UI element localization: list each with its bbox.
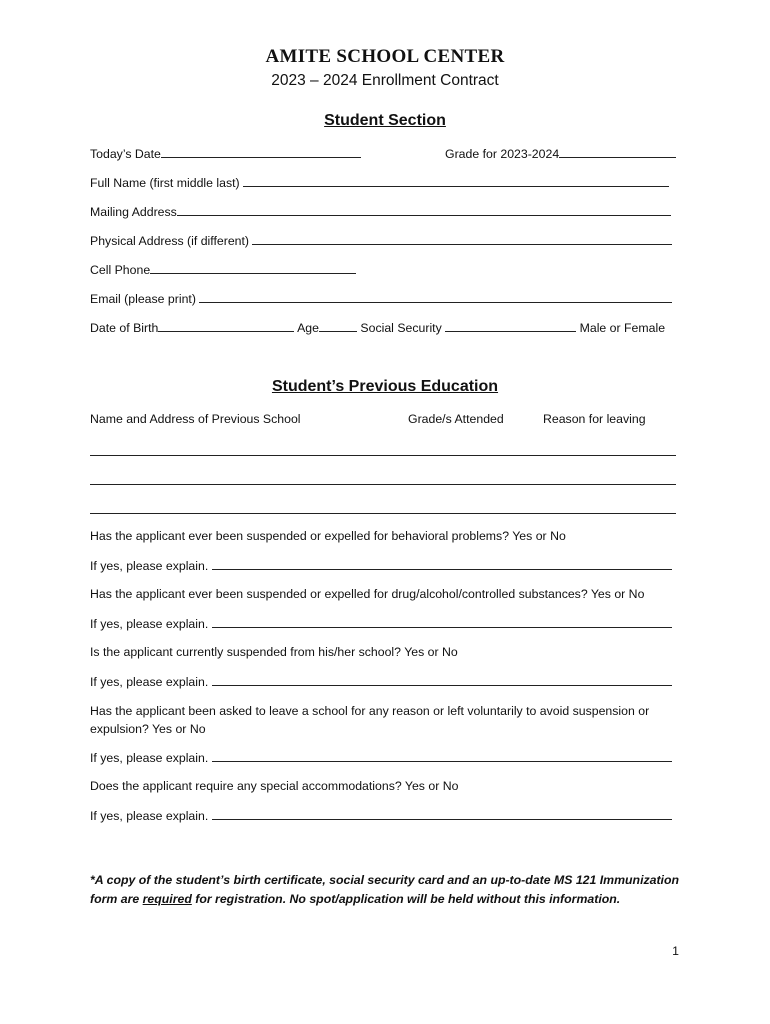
explain-drug-alcohol-field[interactable] <box>90 616 690 631</box>
physical-address-blank[interactable] <box>252 233 672 245</box>
ssn-blank[interactable] <box>445 320 576 332</box>
col-reason-header: Reason for leaving <box>543 412 646 426</box>
cell-phone-field[interactable] <box>90 262 690 277</box>
physical-address-label: Physical Address (if different) <box>90 234 250 248</box>
explain-special-accommodations-blank[interactable] <box>212 808 672 820</box>
document-subtitle: 2023 – 2024 Enrollment Contract <box>271 72 499 89</box>
cell-phone-blank[interactable] <box>150 262 356 274</box>
note-part-2: for registration. No spot/application will be held without this information. <box>191 892 621 906</box>
question-behavioral: Has the applicant ever been suspended or expelled for behavioral problems? Yes or No <box>90 529 566 543</box>
mailing-address-blank[interactable] <box>177 204 671 216</box>
full-name-field[interactable] <box>90 175 690 190</box>
todays-date-label: Today’s Date <box>90 147 161 161</box>
sex-label[interactable]: Male or Female <box>579 321 666 335</box>
question-drug-alcohol: Has the applicant ever been suspended or expelled for drug/alcohol/controlled substances? Yes or No <box>90 587 645 601</box>
dob-blank[interactable] <box>158 320 294 332</box>
explain-currently-suspended-field[interactable] <box>90 674 690 689</box>
grade-label: Grade for 2023-2024 <box>445 147 560 161</box>
question-special-accommodations: Does the applicant require any special accommodations? Yes or No <box>90 779 459 793</box>
explain-label: If yes, please explain. <box>90 675 209 689</box>
required-documents-note <box>90 871 685 909</box>
explain-label: If yes, please explain. <box>90 751 209 765</box>
student-section-heading: Student Section <box>324 112 446 129</box>
question-asked-to-leave: Has the applicant been asked to leave a school for any reason or left voluntarily to avoid suspension or expulsion? Yes or No <box>90 704 650 736</box>
explain-behavioral-blank[interactable] <box>212 558 672 570</box>
explain-asked-to-leave-field[interactable] <box>90 750 690 765</box>
email-field[interactable] <box>90 291 690 306</box>
mailing-address-field[interactable] <box>90 204 690 219</box>
explain-special-accommodations-field[interactable] <box>90 808 690 823</box>
explain-label: If yes, please explain. <box>90 617 209 631</box>
todays-date-blank[interactable] <box>161 146 361 158</box>
note-part-1: *A copy of the student’s birth certificate, social security card and an up-to-date MS 121 Immunization form are <box>90 873 680 906</box>
explain-currently-suspended-blank[interactable] <box>212 674 672 686</box>
mailing-address-label: Mailing Address <box>90 205 177 219</box>
email-blank[interactable] <box>199 291 672 303</box>
previous-school-row-3[interactable] <box>90 513 676 514</box>
full-name-label: Full Name (first middle last) <box>90 176 240 190</box>
cell-phone-label: Cell Phone <box>90 263 151 277</box>
note-required-word: required <box>142 892 192 906</box>
document-title: AMITE SCHOOL CENTER <box>265 46 505 67</box>
full-name-blank[interactable] <box>243 175 669 187</box>
question-currently-suspended: Is the applicant currently suspended from his/her school? Yes or No <box>90 645 458 659</box>
age-blank[interactable] <box>319 320 357 332</box>
col-grades-header: Grade/s Attended <box>408 412 504 426</box>
grade-blank[interactable] <box>559 146 676 158</box>
col-school-header: Name and Address of Previous School <box>90 412 301 426</box>
dob-label: Date of Birth <box>90 321 159 335</box>
ssn-label: Social Security <box>360 321 442 335</box>
previous-education-heading: Student’s Previous Education <box>271 378 499 395</box>
previous-school-row-2[interactable] <box>90 484 676 485</box>
explain-label: If yes, please explain. <box>90 559 209 573</box>
explain-behavioral-field[interactable] <box>90 558 690 573</box>
physical-address-field[interactable] <box>90 233 690 248</box>
explain-asked-to-leave-blank[interactable] <box>212 750 672 762</box>
dob-row <box>90 320 690 335</box>
email-label: Email (please print) <box>90 292 196 306</box>
previous-school-row-1[interactable] <box>90 455 676 456</box>
page-number: 1 <box>672 944 679 958</box>
grade-field[interactable] <box>445 146 676 161</box>
age-label: Age <box>297 321 319 335</box>
explain-label: If yes, please explain. <box>90 809 209 823</box>
explain-drug-alcohol-blank[interactable] <box>212 616 672 628</box>
